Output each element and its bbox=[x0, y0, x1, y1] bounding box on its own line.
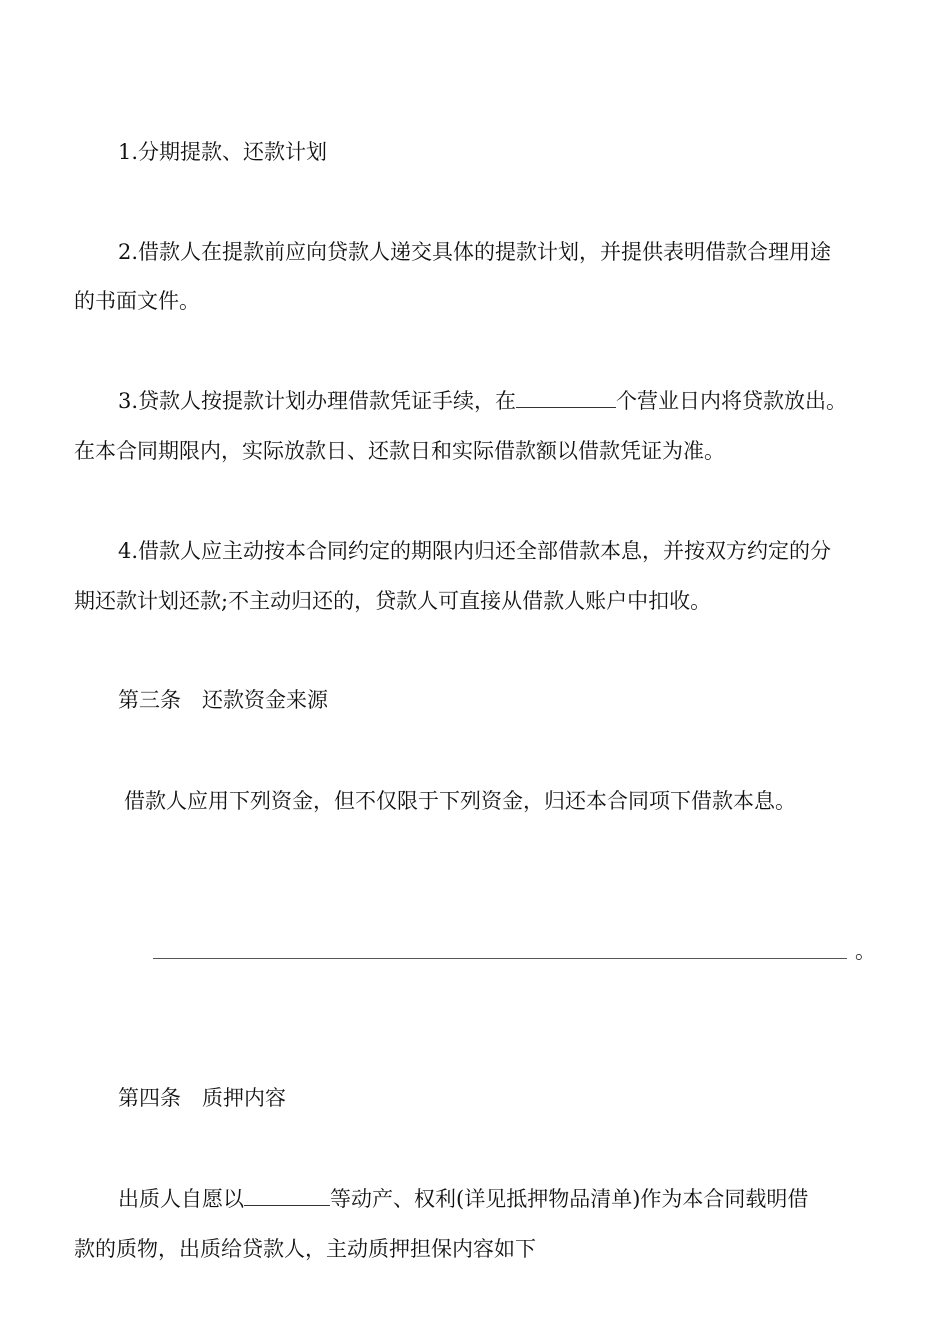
plan-item-2-line-2: 的书面文件。 bbox=[74, 289, 200, 313]
article-4-text-after-blank: 等动产、权利(详见抵押物品清单)作为本合同载明借 bbox=[330, 1187, 809, 1211]
plan-item-3-line-1 bbox=[118, 386, 847, 416]
plan-item-3-text-after-blank: 个营业日内将贷款放出。 bbox=[616, 389, 848, 413]
business-days-blank[interactable] bbox=[516, 387, 616, 408]
article-4-line-2: 款的质物，出质给贷款人，主动质押担保内容如下 bbox=[74, 1237, 536, 1261]
article-4-line-1 bbox=[118, 1184, 808, 1214]
article-4-text-before-blank: 出质人自愿以 bbox=[118, 1187, 244, 1211]
plan-item-1: 1.分期提款、还款计划 bbox=[118, 140, 328, 164]
article-3-title: 第三条 还款资金来源 bbox=[118, 688, 328, 712]
plan-item-4-line-2: 期还款计划还款;不主动归还的，贷款人可直接从借款人账户中扣收。 bbox=[74, 589, 712, 613]
repayment-source-blank[interactable] bbox=[153, 958, 847, 959]
article-4-title: 第四条 质押内容 bbox=[118, 1086, 286, 1110]
pledged-property-blank[interactable] bbox=[244, 1185, 330, 1206]
plan-item-3-text-before-blank: 3.贷款人按提款计划办理借款凭证手续，在 bbox=[118, 389, 517, 413]
plan-item-3-line-2: 在本合同期限内，实际放款日、还款日和实际借款额以借款凭证为准。 bbox=[74, 439, 725, 463]
plan-item-2-line-1: 2.借款人在提款前应向贷款人递交具体的提款计划，并提供表明借款合理用途 bbox=[118, 240, 832, 264]
article-3-body: 借款人应用下列资金，但不仅限于下列资金，归还本合同项下借款本息。 bbox=[124, 789, 796, 813]
repayment-source-period: 。 bbox=[855, 939, 876, 963]
plan-item-4-line-1: 4.借款人应主动按本合同约定的期限内归还全部借款本息，并按双方约定的分 bbox=[118, 539, 832, 563]
